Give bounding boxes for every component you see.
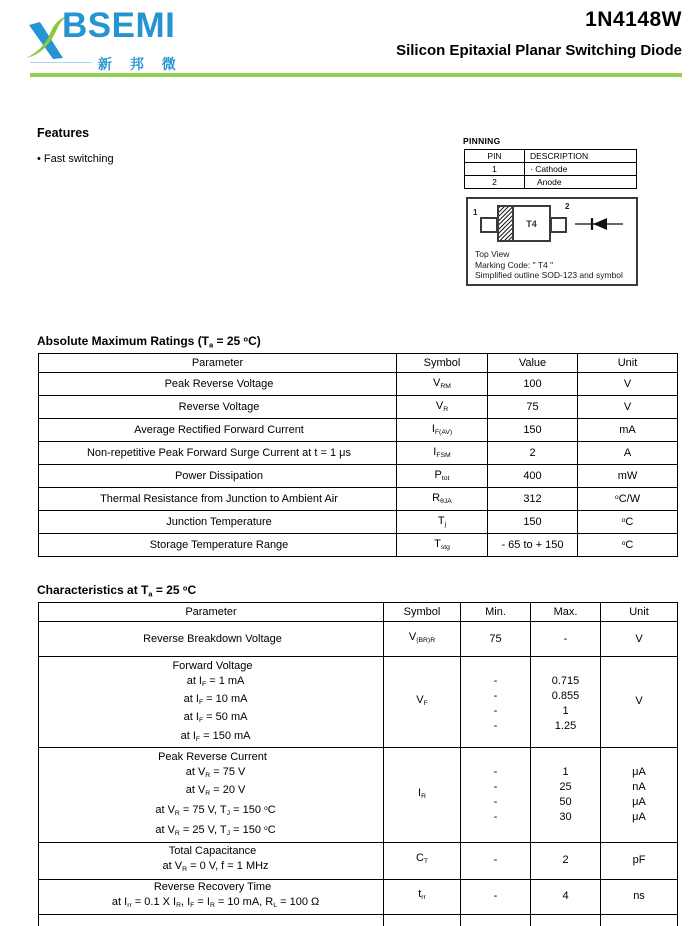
- parameter-cell: Reverse Breakdown Voltage: [39, 622, 384, 657]
- unit-cell: μA nA μA μA: [601, 747, 678, 842]
- parameter-cell: Average Rectified Forward Current: [39, 419, 397, 442]
- package-pin2-label: 2: [565, 202, 570, 211]
- table-row: [39, 879, 678, 914]
- package-right-lead: [550, 217, 567, 233]
- column-header: Parameter: [39, 354, 397, 373]
- pin-description: · Cathode: [525, 163, 637, 176]
- column-header: Parameter: [39, 603, 384, 622]
- symbol-cell: $V_{RM}$: [397, 373, 488, 396]
- package-diagram: [466, 197, 638, 286]
- symbol-cell: $C_T$: [384, 842, 461, 879]
- max-cell: 4: [531, 879, 601, 914]
- description-column-header: DESCRIPTION: [525, 150, 637, 163]
- min-cell: - - - -: [461, 747, 531, 842]
- part-number: 1N4148W: [585, 8, 682, 31]
- table-row: [465, 176, 637, 189]
- symbol-cell: $T_j$: [397, 511, 488, 534]
- pin-number: 2: [465, 176, 525, 189]
- value-cell: - 65 to + 150: [488, 534, 578, 557]
- brand-logo: [24, 6, 194, 72]
- max-cell: 0.715 0.855 1 1.25: [531, 657, 601, 748]
- parameter-cell: Storage Temperature Range: [39, 534, 397, 557]
- table-row: [39, 622, 678, 657]
- column-header: Unit: [578, 354, 678, 373]
- feature-item: • Fast switching: [37, 153, 114, 165]
- pin-column-header: PIN: [465, 150, 525, 163]
- table-row: [39, 373, 678, 396]
- unit-cell: mW: [578, 465, 678, 488]
- caption-line: Top View: [475, 249, 510, 259]
- min-cell: 75: [461, 622, 531, 657]
- marking-code: T4: [526, 218, 537, 229]
- unit-cell: ns: [601, 879, 678, 914]
- parameter-cell: Reverse Recovery Time at $I_{rr} = 0.1$ X $I_R$, $I_F = I_R = 10$ mA, $R_L = 100$ Ω: [39, 879, 384, 914]
- caption-line: Marking Code: " T4 ": [475, 259, 554, 270]
- page-subtitle: Silicon Epitaxial Planar Switching Diode: [396, 42, 682, 59]
- parameter-cell: Total Capacitance at $V_R = 0$ V, f = 1 MHz: [39, 842, 384, 879]
- empty-cell: [531, 914, 601, 926]
- parameter-cell: Junction Temperature: [39, 511, 397, 534]
- value-cell: 150: [488, 419, 578, 442]
- min-cell: -: [461, 842, 531, 879]
- symbol-cell: $R_{\theta JA}$: [397, 488, 488, 511]
- symbol-cell: $V_F$: [384, 657, 461, 748]
- value-cell: 312: [488, 488, 578, 511]
- unit-cell: pF: [601, 842, 678, 879]
- min-cell: - - - -: [461, 657, 531, 748]
- logo-chinese-text: 新 邦 微: [98, 56, 183, 72]
- table-row: [39, 511, 678, 534]
- parameter-cell: Peak Reverse Voltage: [39, 373, 397, 396]
- value-cell: 2: [488, 442, 578, 465]
- unit-cell: V: [578, 396, 678, 419]
- amr-header-row: [39, 354, 678, 373]
- table-row: [39, 465, 678, 488]
- parameter-cell: Thermal Resistance from Junction to Ambient Air: [39, 488, 397, 511]
- table-row: [39, 747, 678, 842]
- empty-cell: [601, 914, 678, 926]
- symbol-cell: $I_{F(AV)}$: [397, 419, 488, 442]
- unit-cell: V: [601, 657, 678, 748]
- logo-chinese-row: [30, 54, 190, 70]
- package-left-lead: [480, 217, 498, 233]
- unit-cell: mA: [578, 419, 678, 442]
- table-row: [39, 657, 678, 748]
- characteristics-header-row: [39, 603, 678, 622]
- parameter-cell: Peak Reverse Current at $V_R = 75$ V at $V_R = 20$ V at $V_R = 75$ V, $T_J = 150$ $^o$C at $V_R = 25$ V, $T_J = 150$ $^o$C: [39, 747, 384, 842]
- cathode-band: [499, 207, 514, 240]
- table-row: [39, 396, 678, 419]
- diode-symbol-icon: [575, 217, 623, 231]
- table-row: [39, 842, 678, 879]
- unit-cell: $^o$C: [578, 511, 678, 534]
- unit-cell: A: [578, 442, 678, 465]
- pin-number: 1: [465, 163, 525, 176]
- pin-description: Anode: [525, 176, 637, 189]
- caption-line: Simplified outline SOD-123 and symbol: [475, 270, 623, 280]
- value-cell: 75: [488, 396, 578, 419]
- empty-cell: [39, 914, 384, 926]
- symbol-cell: $V_{(BR)R}$: [384, 622, 461, 657]
- value-cell: 150: [488, 511, 578, 534]
- column-header: Symbol: [384, 603, 461, 622]
- max-cell: -: [531, 622, 601, 657]
- empty-cell: [461, 914, 531, 926]
- column-header: Max.: [531, 603, 601, 622]
- parameter-cell: Reverse Voltage: [39, 396, 397, 419]
- amr-section-title: Absolute Maximum Ratings ($T_a = 25$ $^o$C): [37, 334, 261, 350]
- characteristics-table: [38, 602, 678, 926]
- amr-table: [38, 353, 678, 557]
- pinning-title: PINNING: [463, 136, 501, 146]
- table-row: [39, 419, 678, 442]
- table-row: [39, 488, 678, 511]
- unit-cell: $^o$C: [578, 534, 678, 557]
- package-caption: [475, 249, 623, 281]
- value-cell: 400: [488, 465, 578, 488]
- package-body: [497, 205, 551, 242]
- parameter-cell: Non-repetitive Peak Forward Surge Current at t = 1 μs: [39, 442, 397, 465]
- max-cell: 2: [531, 842, 601, 879]
- features-title: Features: [37, 126, 90, 140]
- column-header: Value: [488, 354, 578, 373]
- symbol-cell: $I_R$: [384, 747, 461, 842]
- empty-cell: [384, 914, 461, 926]
- package-pin1-label: 1: [473, 208, 478, 217]
- symbol-cell: $I_{FSM}$: [397, 442, 488, 465]
- symbol-cell: $P_{tot}$: [397, 465, 488, 488]
- table-row-cutoff: [39, 914, 678, 926]
- logo-divider-line: [30, 62, 92, 63]
- pinning-table: [464, 149, 637, 189]
- parameter-cell: Forward Voltage at $I_F = 1$ mA at $I_F = 10$ mA at $I_F = 50$ mA at $I_F = 150$ mA: [39, 657, 384, 748]
- unit-cell: $^o$C/W: [578, 488, 678, 511]
- pinning-header-row: [465, 150, 637, 163]
- table-row: [465, 163, 637, 176]
- column-header: Min.: [461, 603, 531, 622]
- table-row: [39, 442, 678, 465]
- symbol-cell: $T_{stg}$: [397, 534, 488, 557]
- value-cell: 100: [488, 373, 578, 396]
- header-rule: [30, 73, 682, 77]
- unit-cell: V: [578, 373, 678, 396]
- column-header: Symbol: [397, 354, 488, 373]
- max-cell: 1 25 50 30: [531, 747, 601, 842]
- symbol-cell: $V_R$: [397, 396, 488, 419]
- symbol-cell: $t_{rr}$: [384, 879, 461, 914]
- unit-cell: V: [601, 622, 678, 657]
- column-header: Unit: [601, 603, 678, 622]
- logo-text: BSEMI: [62, 6, 176, 45]
- min-cell: -: [461, 879, 531, 914]
- table-row: [39, 534, 678, 557]
- characteristics-section-title: Characteristics at $T_a = 25$ $^o$C: [37, 583, 197, 599]
- parameter-cell: Power Dissipation: [39, 465, 397, 488]
